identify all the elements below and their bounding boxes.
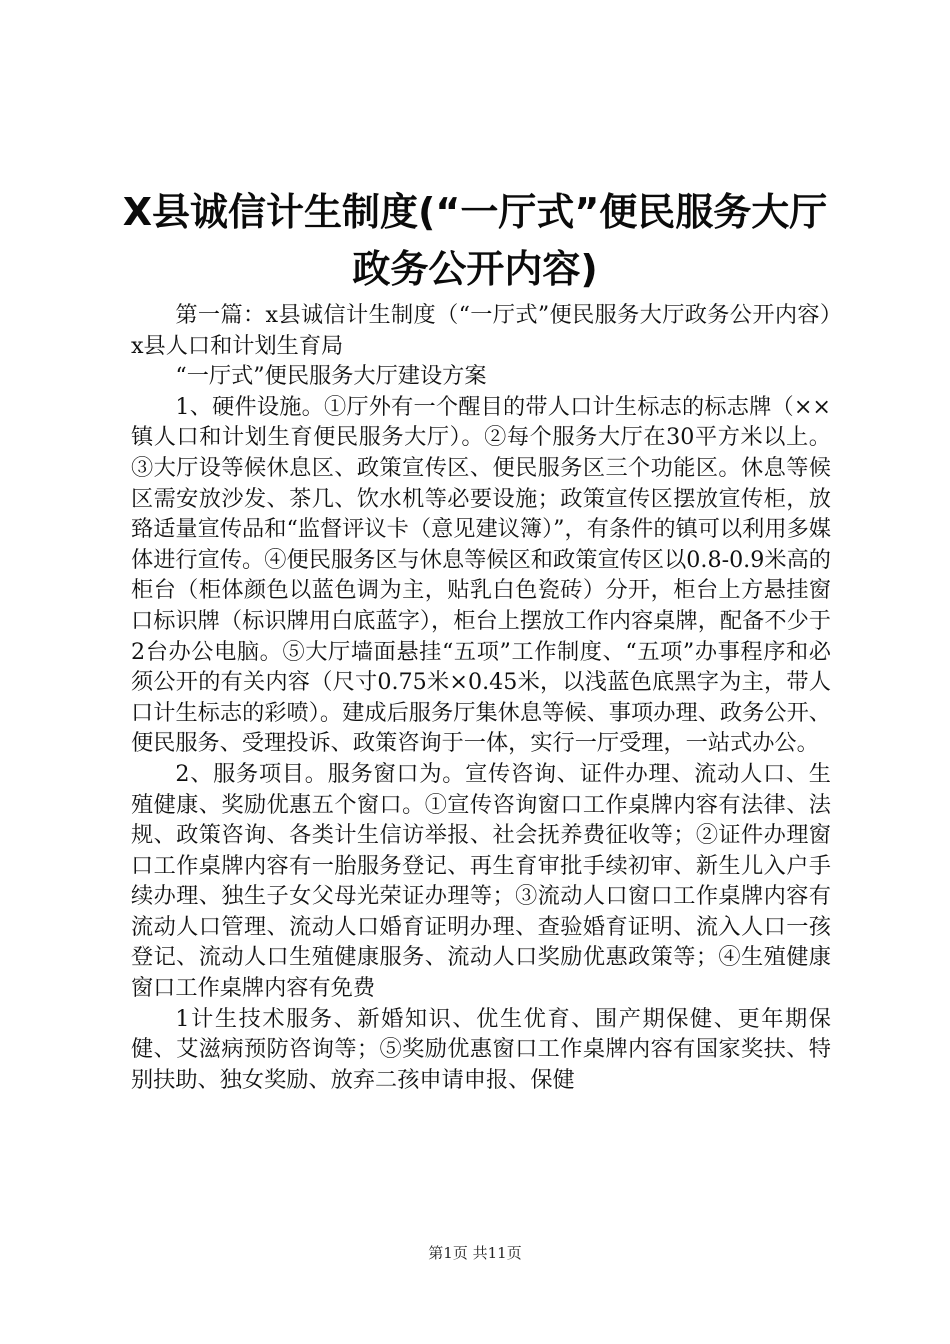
document-body — [131, 300, 831, 1095]
document-title-line-1: X县诚信计生制度(“一厅式”便民服务大厅 — [122, 190, 828, 234]
paragraph-intro: 第一篇：x县诚信计生制度（“一厅式”便民服务大厅政务公开内容）x县人口和计划生育局 — [131, 302, 831, 359]
paragraph-services: 2、服务项目。服务窗口为。宣传咨询、证件办理、流动人口、生殖健康、奖励优惠五个窗口。①宣传咨询窗口工作桌牌内容有法律、法规、政策咨询、各类计生信访举报、社会抚养费征收等；②证件办理窗口工作桌牌内容有一胎服务登记、再生育审批手续初审、新生儿入户手续办理、独生子女父母光荣证办理等；③流动人口窗口工作桌牌内容有流动人口管理、流动人口婚育证明办理、查验婚育证明、流入人口一孩登记、流动人口生殖健康服务、流动人口奖励优惠政策等；④生殖健康窗口工作桌牌内容有免费 — [131, 760, 831, 1002]
paragraph-continued: 1计生技术服务、新婚知识、优生优育、围产期保健、更年期保健、艾滋病预防咨询等；⑤奖励优惠窗口工作桌牌内容有国家奖扶、特别扶助、独女奖励、放弃二孩申请申报、保健 — [131, 1005, 831, 1093]
page-footer: 第1页 共11页 — [428, 1244, 522, 1262]
paragraph-heading: “一厅式”便民服务大厅建设方案 — [175, 363, 487, 390]
paragraph-hardware: 1、硬件设施。①厅外有一个醒目的带人口计生标志的标志牌（××镇人口和计划生育便民服务大厅）。②每个服务大厅在30平方米以上。③大厅设等候休息区、政策宣传区、便民服务区三个功能区。休息等候区需安放沙发、茶几、饮水机等必要设施；政策宣传区摆放宣传柜，放臵适量宣传品和“监督评议卡（意见建议簿）”，有条件的镇可以利用多媒体进行宣传。④便民服务区与休息等候区和政策宣传区以0.8-0.9米高的柜台（柜体颜色以蓝色调为主，贴乳白色瓷砖）分开，柜台上方悬挂窗口标识牌（标识牌用白底蓝字），柜台上摆放工作内容桌牌，配备不少于2台办公电脑。⑤大厅墙面悬挂“五项”工作制度、“五项”办事程序和必须公开的有关内容（尺寸0.75米×0.45米，以浅蓝色底黑字为主，带人口计生标志的彩喷）。建成后服务厅集休息等候、事项办理、政务公开、便民服务、受理投诉、政策咨询于一体，实行一厅受理，一站式办公。 — [131, 393, 831, 757]
document-title-line-2: 政务公开内容) — [352, 247, 598, 291]
